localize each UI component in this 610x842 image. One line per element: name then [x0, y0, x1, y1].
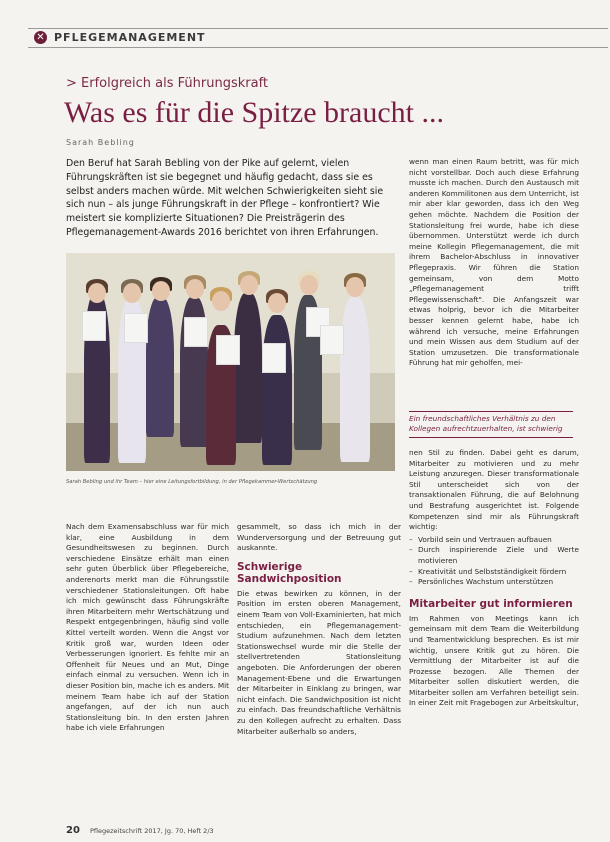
- pull-quote: Ein freundschaftliches Verhältnis zu den Kollegen aufrechtzuerhalten, ist schwierig: [409, 411, 573, 438]
- subheading-sandwich: Schwierige Sandwichposition: [237, 560, 342, 585]
- list-item: – Persönliches Wachstum unterstützen: [409, 577, 579, 588]
- list-item: – Vorbild sein und Vertrauen aufbauen: [409, 535, 579, 546]
- journal-citation: Pflegezeitschrift 2017, Jg. 70, Heft 2/3: [90, 827, 214, 835]
- body-column-1: [66, 522, 229, 734]
- list-item: – Kreativität und Selbstständigkeit fördern: [409, 567, 579, 578]
- section-label: PFLEGEMANAGEMENT: [54, 31, 206, 44]
- article-headline: Was es für die Spitze braucht ...: [64, 96, 444, 129]
- body-column-3-continued: [409, 448, 579, 709]
- body-column-2: [237, 522, 401, 737]
- page-footer: [66, 825, 586, 837]
- body-paragraph: gesammelt, so dass ich mich in der Wunderversorgung und der Betreuung gut auskannte.: [237, 522, 401, 553]
- list-item: – Durch inspirierende Ziele und Werte motivieren: [409, 545, 579, 566]
- page-number: 20: [66, 825, 80, 836]
- team-photo: [66, 253, 395, 471]
- photo-caption: Sarah Bebling und ihr Team – hier eine Leitungsfortbildung, in der Pflegekammer-Wertschätzung: [66, 479, 318, 485]
- body-paragraph: nen Stil zu finden. Dabei geht es darum, Mitarbeiter zu motivieren und zu mehr Leistung anzuregen. Dieser transformationale Stil unterscheidet sich von der transaktionalen Führung, die auf Belohnung und Bestrafung ausgerichtet ist. Folgende Kompetenzen sind mir als Führungskraft wichtig:: [409, 448, 579, 532]
- subheading-inform: Mitarbeiter gut informieren: [409, 597, 573, 610]
- body-paragraph: Im Rahmen von Meetings kann ich gemeinsam mit dem Team die Weiterbildung und Teamentwicklung besprechen. Es ist mir wichtig, unsere Kritik gut zu hören. Die Vermittlung der Mitarbeiter ist auf die Prozesse bezogen. Alle Themen der Mitarbeiter sollen diskutiert werden, die Mitarbeiter sollen am Verfahren beteiligt sein. In einer Zeit mit Fragebogen zur Arbeitskultur,: [409, 613, 579, 708]
- close-x-icon: ✕: [34, 31, 47, 44]
- body-paragraph: wenn man einen Raum betritt, was für mich nicht vorstellbar. Doch auch diese Erfahrung musste ich machen. Durch den Austausch mit anderen Kommilitonen aus dem Unterricht, ist mir aber klar geworden, dass ich den Weg gehen möchte. Nachdem die Position der Stationsleitung frei wurde, habe ich diese übernommen. Unterstützt werde ich durch meine Kollegin Pflegemanagement, die mit ihrem Bachelor-Abschluss in innovativer Pflegepraxis. Wir führen die Station gemeinsam, von dem Motto „Pflegemanagement trifft Pflegewissenschaft". Die Anfangszeit war etwas holprig, bevor ich die Mitarbeiter besser kennen gelernt habe, habe ich während ich versuche, meine Erfahrungen und mein Wissen aus dem Studium auf der Station umzusetzen. Die transformationale Führung hat mir geholfen, mei-: [409, 157, 579, 368]
- article-lead: Den Beruf hat Sarah Bebling von der Pike auf gelernt, vielen Führungskräften ist sie begegnet und häufig gedacht, dass sie es selbst anders machen würde. Mit welchen Schwierigkeiten sieht sie sich nun – als junge Führungskraft in der Pflege – konfrontiert? Wie meistert sie komplizierte Situationen? Die Preisträgerin des Pflegemanagement-Awards 2016 berichtet von ihren Erfahrungen.: [66, 158, 384, 238]
- section-header: [28, 28, 608, 48]
- body-paragraph: Die etwas bewirken zu können, in der Position im ersten oberen Management, einem Team von Voll-Examinierten, hat mich entschieden, ein Pflegemanagement-Studium aufzunehmen. Nach dem letzten Stationswechsel wurde mir die Stelle der stellvertretenden Stationsleitung angeboten. Die Anforderungen der oberen Management-Ebene und die Erwartungen der Mitarbeiter in Einklang zu bringen, war nicht einfach. Die Sandwichposition ist nicht zu einfach. Das freundschaftliche Verhältnis zu den Kollegen aufrecht zu erhalten. Dass Mitarbeiter außerhalb so anders,: [237, 588, 401, 736]
- article-kicker: > Erfolgreich als Führungskraft: [66, 76, 269, 91]
- article-author: Sarah Bebling: [66, 138, 135, 147]
- competence-list: [409, 535, 579, 588]
- body-paragraph: Nach dem Examensabschluss war für mich klar, eine Ausbildung in dem Gesundheitswesen zu beginnen. Durch verschiedene Einsätze erhält man einen sehr guten Überblick über Pflegebereiche, anderenorts merkt man die Führungsstile verschiedener Stationsleitungen. Oft habe ich mich gewünscht dass Führungskräfte ihren Mitarbeitern mehr Wertschätzung und Respekt entgegenbringen, häufig sind volle Kittel verteilt worden. Wenn die Angst vor Kritik groß war, wurden Ideen oder Verbesserungen ignoriert. Es fehlte mir an Offenheit für Neues und an Mut, Dinge einfach einmal zu versuchen. Wenn ich in dieser Position bin, mache ich es anders. Mit meinem Team habe ich auf der Station angefangen, auf der ich nun auch Stationsleitung bin. In den ersten Jahren habe ich viele Erfahrungen: [66, 522, 229, 733]
- body-column-3: [409, 157, 579, 369]
